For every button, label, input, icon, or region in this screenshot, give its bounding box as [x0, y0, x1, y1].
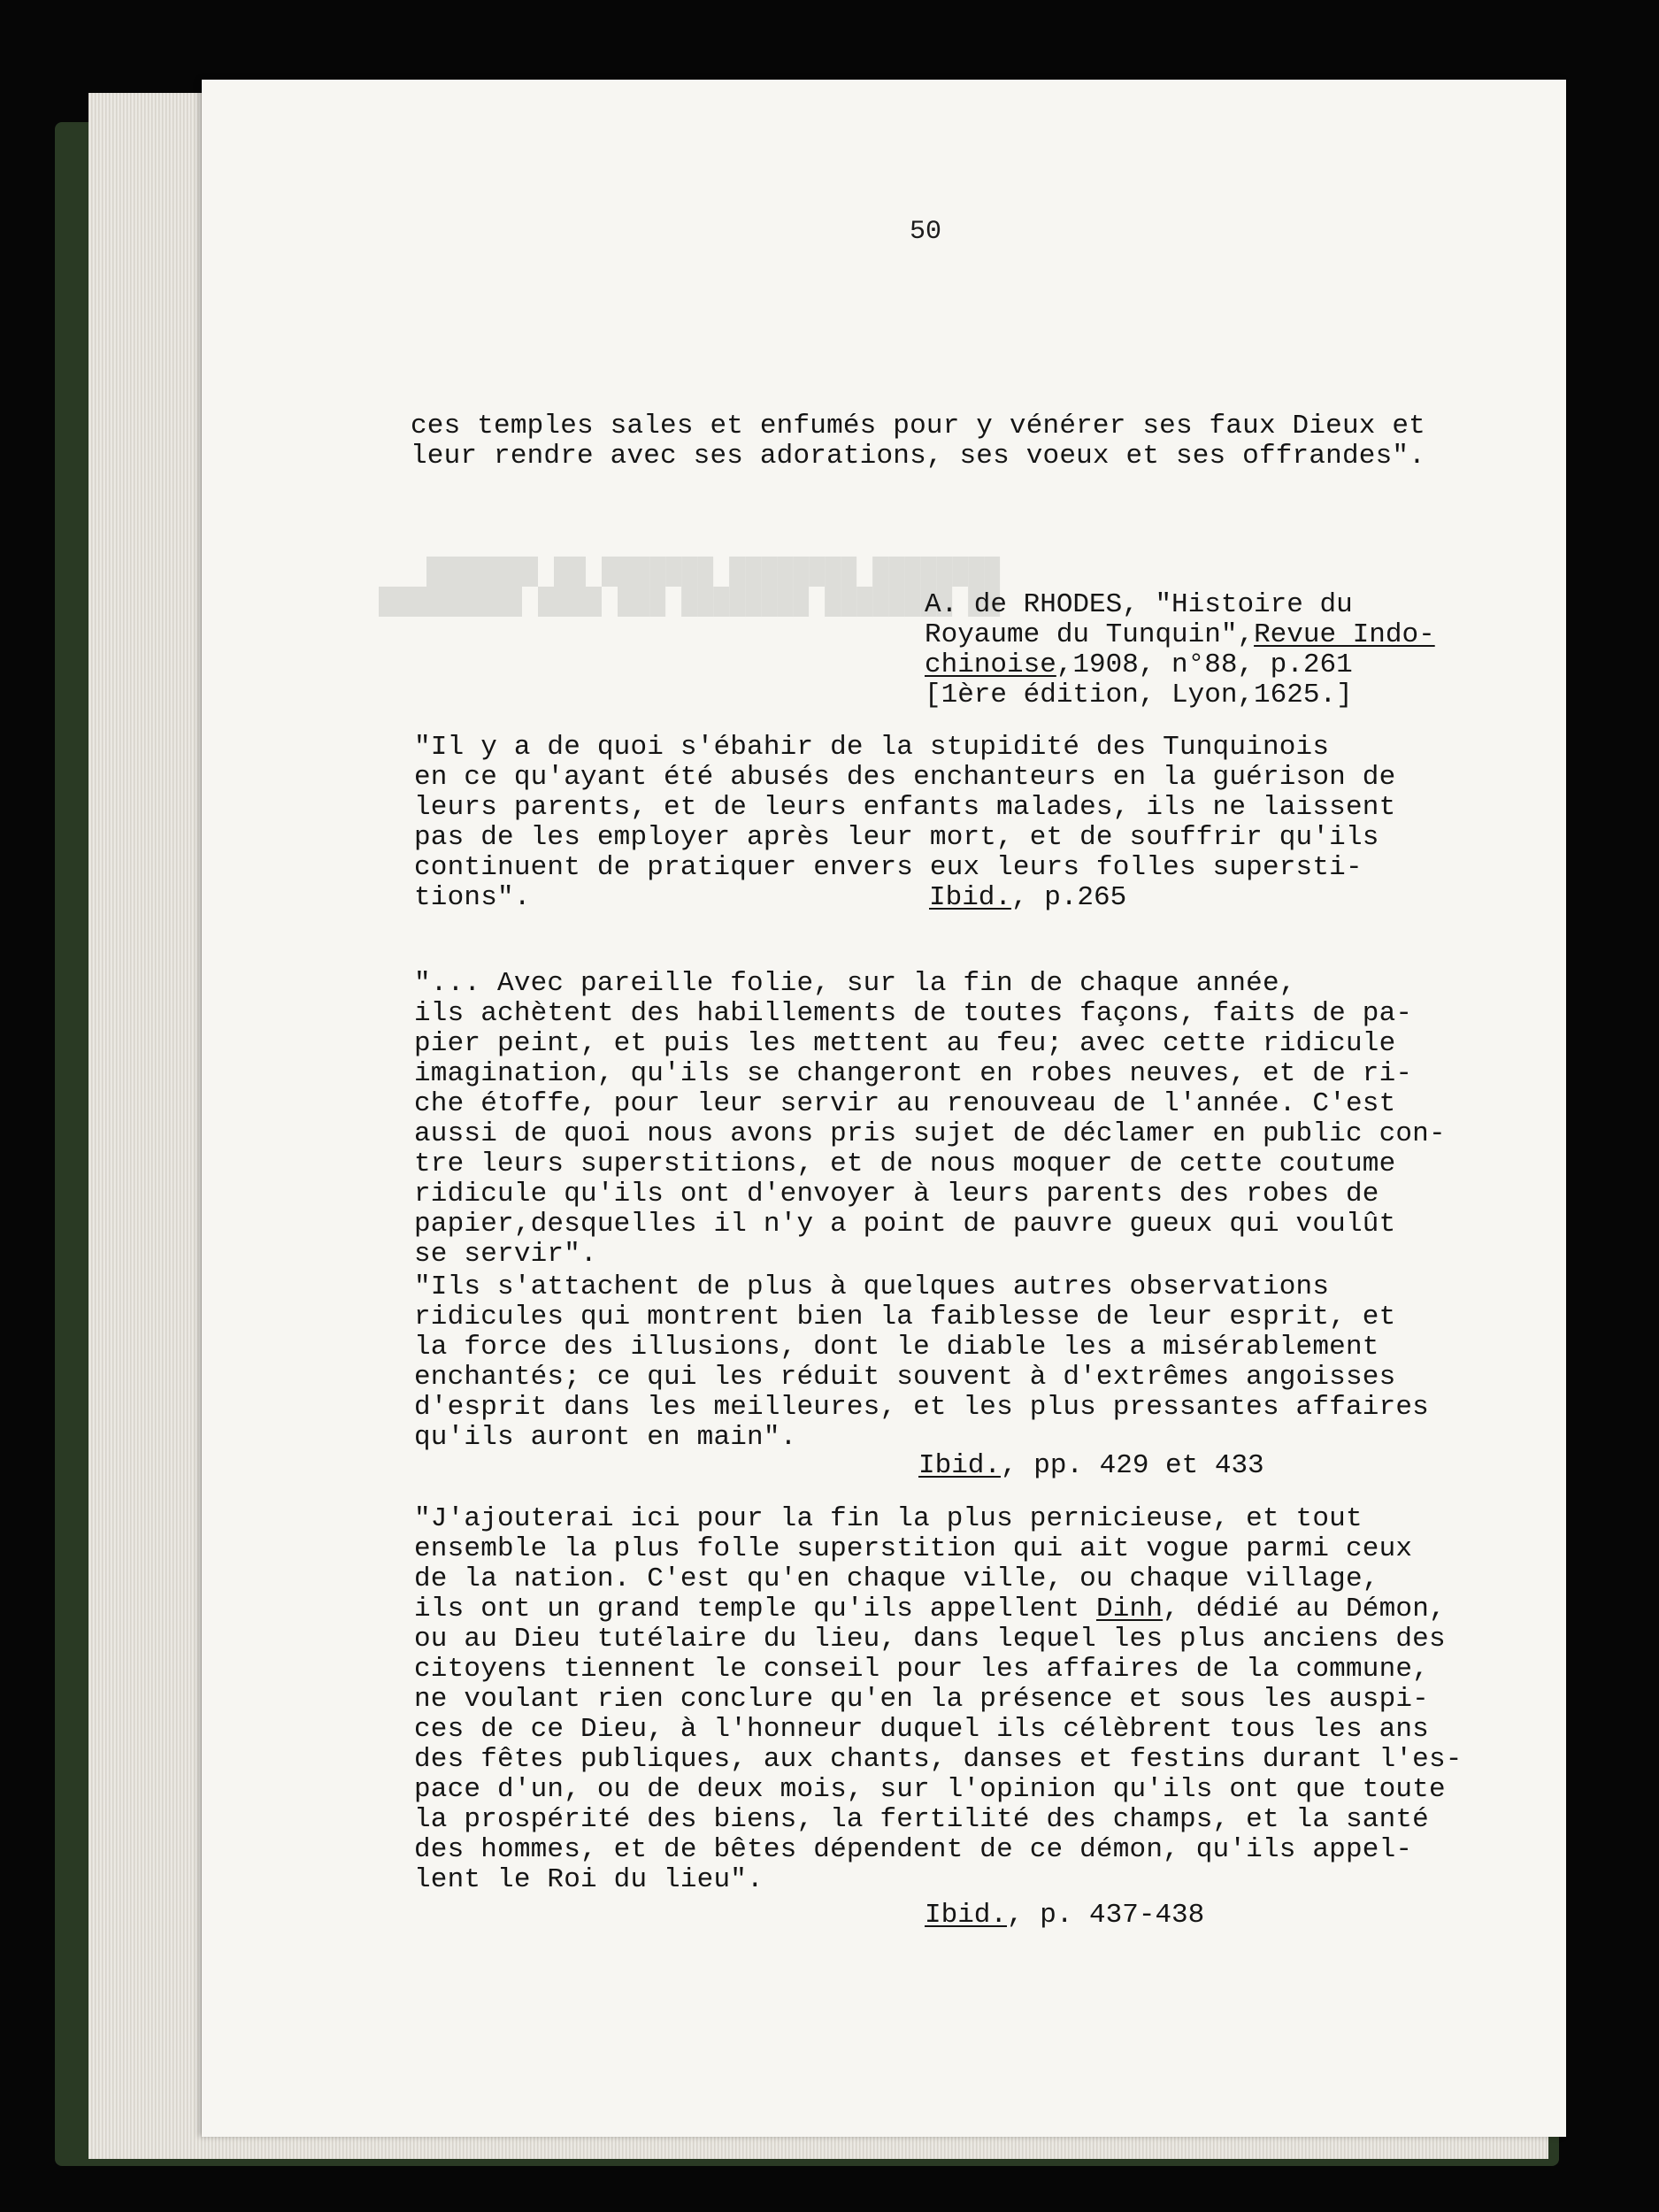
citation-line-3-rest: ,1908, n°88, p.261: [1056, 649, 1353, 680]
citation-line-4: [1ère édition, Lyon,1625.]: [925, 680, 1353, 710]
bleed-through-block: ████████ ████████ ███████ ██ ███████ ██ ████████ ████████ ███ ████ █████████: [379, 557, 1001, 618]
document-page: [202, 80, 1566, 2137]
paragraph-4: "Ils s'attachent de plus à quelques autres observations ridicules qui montrent bien la faiblesse de leur esprit, et la force des illusions, dont le diable les a misérablement enchantés; ce qui les réduit souvent à d'extrêmes angoisses d'esprit dans les meilleures, et les plus pressantes affaires qu'ils auront en main".: [414, 1271, 1429, 1453]
paragraph-3: "... Avec pareille folie, sur la fin de chaque année, ils achètent des habillements de toutes façons, faits de pa- pier peint, et puis les mettent au feu; avec cette ridicule imagination, qu'ils se changeront en robes neuves, et de ri- che étoffe, pour leur servir au renouveau de l'année. C'est aussi de quoi nous avons pris sujet de déclamer en public con- tre leurs superstitions, et de nous moquer de cette coutume ridicule qu'ils ont d'envoyer à leurs parents des robes de papier,desquelles il n'y a point de pauvre gueux qui voulût se servir".: [414, 968, 1446, 1270]
page-number: 50: [910, 217, 942, 247]
citation-line-2-prefix: Royaume du Tunquin",: [925, 619, 1255, 650]
paragraph-5-end: , dédié au Démon, ou au Dieu tutélaire du lieu, dans lequel les plus anciens des citoyens tiennent le conseil pour les affaires de la commune, ne voulant rien conclure qu'en la présence et sous les auspi- ces de ce Dieu, à l'honneur duquel ils célèbrent tous les ans des fêtes publiques, aux chants, danses et festins durant l'es- pace d'un, ou de deux mois, sur l'opinion qu'ils ont que toute la prospérité des biens, la fertilité des champs, et la santé des hommes, et de bêtes dépendent de ce démon, qu'ils appel- lent le Roi du lieu".: [414, 1594, 1463, 1895]
citation-line-1: A. de RHODES, "Histoire du: [925, 589, 1353, 620]
citation-ibid-265: [929, 883, 1126, 913]
paragraph-5-start: "J'ajouterai ici pour la fin la plus pernicieuse, et tout ensemble la plus folle superstition qui ait vogue parmi ceux de la nation. C'est qu'en chaque ville, ou chaque village, ils ont un grand temple qu'ils appellent: [414, 1503, 1413, 1624]
journal-title-2: chinoise: [925, 649, 1056, 680]
ibid-pages: , p.265: [1011, 882, 1127, 913]
paragraph-5: [414, 1504, 1463, 1895]
citation-ibid-437: [925, 1901, 1204, 1931]
ibid-label: Ibid.: [925, 1900, 1008, 1931]
paragraph-1: ces temples sales et enfumés pour y vénérer ses faux Dieux et leur rendre avec ses adorations, ses voeux et ses offrandes".: [411, 411, 1425, 472]
term-dinh: Dinh: [1095, 1594, 1164, 1624]
ibid-label: Ibid.: [929, 882, 1012, 913]
ibid-pages: , pp. 429 et 433: [1001, 1450, 1264, 1481]
citation-ibid-429: [918, 1451, 1264, 1481]
ibid-label: Ibid.: [918, 1450, 1002, 1481]
journal-title-1: Revue Indo-: [1254, 619, 1435, 650]
ibid-pages: , p. 437-438: [1007, 1900, 1205, 1931]
citation-rhodes: [925, 590, 1435, 710]
paragraph-2: "Il y a de quoi s'ébahir de la stupidité des Tunquinois en ce qu'ayant été abusés des enchanteurs en la guérison de leurs parents, et de leurs enfants malades, ils ne laissent pas de les employer après leur mort, et de souffrir qu'ils continuent de pratiquer envers eux leurs folles supersti- tions".: [414, 732, 1396, 913]
